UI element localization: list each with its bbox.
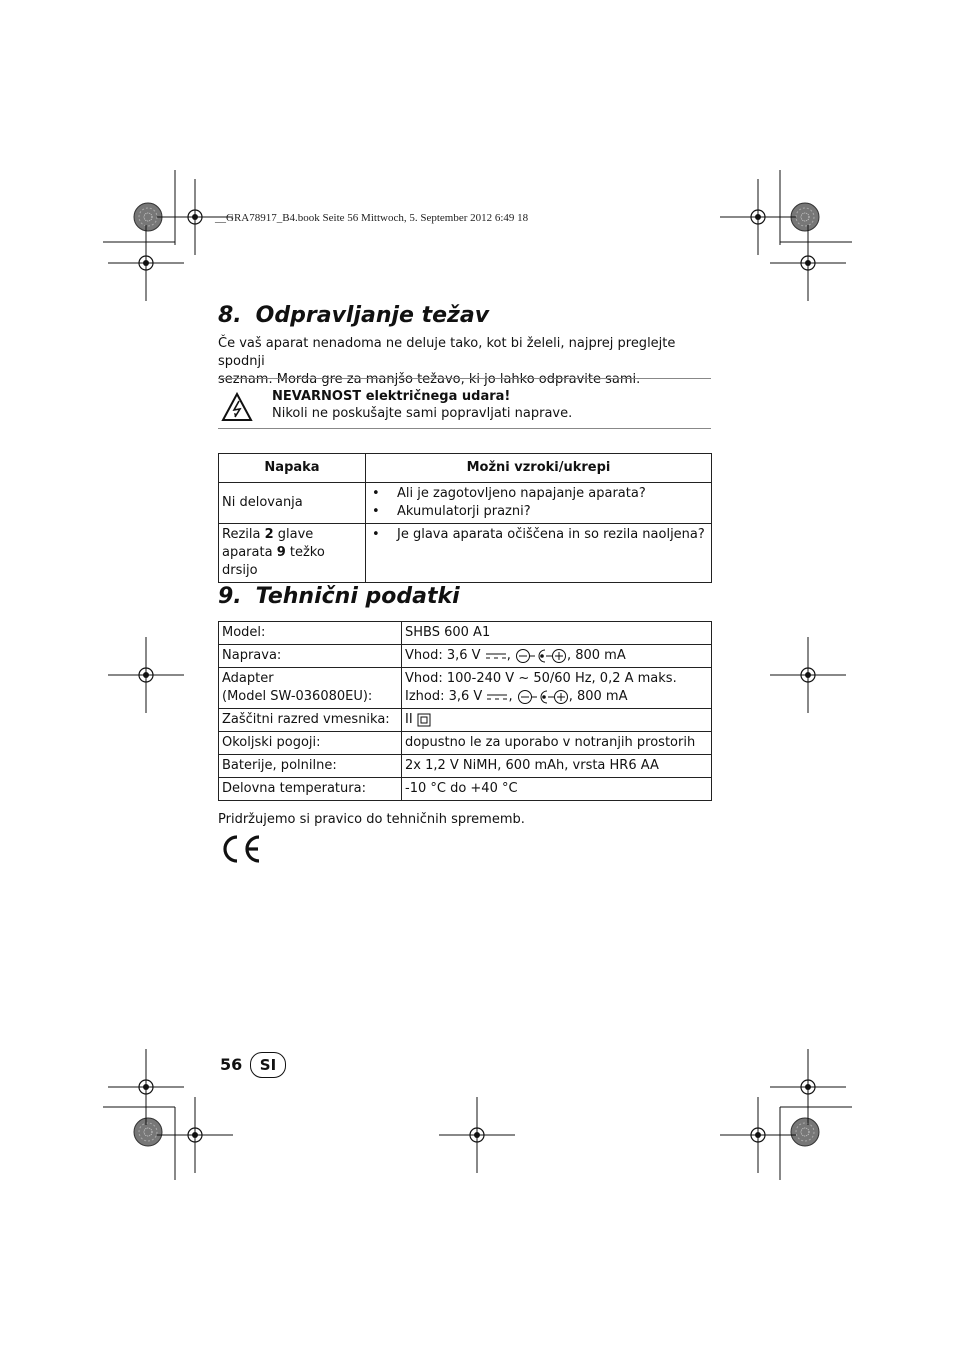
spec-label: Model: — [219, 622, 402, 645]
warning-text: Nikoli ne poskušajte sami popravljati naprave. — [272, 406, 573, 421]
table-row — [219, 622, 712, 645]
table-row — [219, 668, 712, 709]
language-badge: SI — [250, 1052, 286, 1078]
warning-bottom-rule — [218, 428, 711, 429]
spec-value: Vhod: 3,6 V , , 800 mA — [402, 645, 712, 668]
intro-line-1: Če vaš aparat nenadoma ne deluje tako, kot bi želeli, najprej preglejte spodnji — [218, 336, 676, 369]
dc-current-symbol-icon — [486, 692, 508, 702]
protection-class-ii-icon — [417, 713, 431, 727]
table-row — [219, 645, 712, 668]
section-9-title: Tehnični podatki — [255, 584, 460, 609]
spec-value: SHBS 600 A1 — [402, 622, 712, 645]
spec-value: -10 °C do +40 °C — [402, 778, 712, 801]
table-row — [219, 755, 712, 778]
polarity-symbol-icon — [515, 648, 567, 664]
polarity-symbol-icon — [517, 689, 569, 705]
technical-data-table — [218, 621, 712, 801]
column-header-causes: Možni vzroki/ukrepi — [366, 454, 712, 483]
spec-label: Zaščitni razred vmesnika: — [219, 709, 402, 732]
table-row — [219, 778, 712, 801]
spec-value: II — [402, 709, 712, 732]
section-9-heading — [218, 584, 460, 609]
page-number: 56 — [220, 1055, 243, 1074]
warning-title: NEVARNOST električnega udara! — [272, 389, 511, 404]
spec-label: Baterije, polnilne: — [219, 755, 402, 778]
cause-item: • Ali je zagotovljeno napajanje aparata? — [369, 485, 708, 503]
section-8-number: 8. — [218, 303, 242, 328]
problem-cell: Rezila 2 glave aparata 9 težko drsijo — [219, 524, 366, 583]
troubleshooting-table — [218, 453, 712, 583]
table-header-row — [219, 454, 712, 483]
table-row — [219, 483, 712, 524]
spec-value: dopustno le za uporabo v notranjih prostorih — [402, 732, 712, 755]
spec-label: Adapter (Model SW-036080EU): — [219, 668, 402, 709]
spec-value: Vhod: 100-240 V ~ 50/60 Hz, 0,2 A maks. Izhod: 3,6 V , , 800 mA — [402, 668, 712, 709]
causes-cell — [366, 524, 712, 583]
intro-line-2: seznam. Morda gre za manjšo težavo, ki jo lahko odpravite sami. — [218, 372, 641, 387]
cause-item: • Akumulatorji prazni? — [369, 503, 708, 521]
book-header-line: __GRA78917_B4.book Seite 56 Mittwoch, 5. September 2012 6:49 18 — [215, 212, 529, 224]
section-8-intro — [218, 335, 718, 389]
warning-top-rule — [218, 378, 711, 379]
spec-label: Okoljski pogoji: — [219, 732, 402, 755]
spec-value: 2x 1,2 V NiMH, 600 mAh, vrsta HR6 AA — [402, 755, 712, 778]
table-row — [219, 524, 712, 583]
electric-hazard-icon — [221, 392, 253, 422]
changes-reserved-note: Pridržujemo si pravico do tehničnih sprememb. — [218, 812, 525, 827]
spec-label: Naprava: — [219, 645, 402, 668]
spec-label: Delovna temperatura: — [219, 778, 402, 801]
cause-item: • Je glava aparata očiščena in so rezila naoljena? — [369, 526, 708, 544]
section-8-heading — [218, 303, 489, 328]
table-row — [219, 732, 712, 755]
causes-cell — [366, 483, 712, 524]
dc-current-symbol-icon — [485, 651, 507, 661]
column-header-problem: Napaka — [219, 454, 366, 483]
ce-mark-icon — [218, 834, 262, 864]
section-9-number: 9. — [218, 584, 242, 609]
table-row — [219, 709, 712, 732]
problem-cell: Ni delovanja — [219, 483, 366, 524]
section-8-title: Odpravljanje težav — [255, 303, 490, 328]
